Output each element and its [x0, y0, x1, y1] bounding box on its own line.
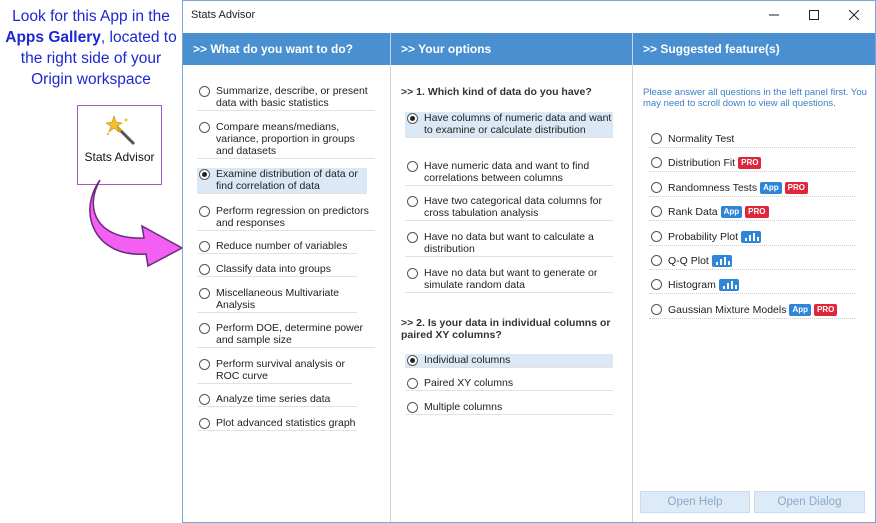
radio-button[interactable] — [407, 378, 418, 389]
q1-option-simulate[interactable] — [405, 267, 613, 293]
instruction-hint: Please answer all questions in the left panel first. You may need to scroll down to view all questions. — [643, 87, 867, 109]
pro-badge: PRO — [814, 304, 837, 316]
q1-option-categorical[interactable] — [405, 195, 613, 221]
feature-gaussian-mixture-models[interactable] — [649, 301, 855, 319]
q1-option-calculate-distribution[interactable] — [405, 231, 613, 257]
radio-button[interactable] — [651, 157, 662, 168]
q1-option-correlations[interactable] — [405, 160, 613, 186]
option-label: Have numeric data and want to find correlations between columns — [424, 160, 590, 184]
option-label: Perform DOE, determine power and sample size — [216, 322, 364, 346]
feature-probability-plot[interactable] — [649, 228, 855, 246]
option-label: Paired XY columns — [424, 377, 514, 389]
radio-button[interactable] — [651, 206, 662, 217]
open-help-button[interactable]: Open Help — [640, 491, 750, 513]
radio-button[interactable] — [651, 255, 662, 266]
panel-columns — [183, 33, 875, 522]
graph-icon — [719, 279, 739, 291]
close-icon — [849, 10, 859, 20]
option-time-series[interactable] — [197, 393, 357, 407]
option-label: Have two categorical data columns for cross tabulation analysis — [424, 195, 603, 219]
minimize-icon — [769, 10, 779, 20]
feature-distribution-fit[interactable] — [649, 154, 855, 172]
option-examine-distribution[interactable] — [197, 168, 367, 194]
option-doe[interactable] — [197, 322, 375, 348]
option-label: Perform survival analysis or ROC curve — [216, 358, 345, 382]
option-multivariate[interactable] — [197, 287, 357, 313]
option-survival[interactable] — [197, 358, 352, 384]
radio-button[interactable] — [199, 394, 210, 405]
pro-badge: PRO — [745, 206, 768, 218]
option-summarize[interactable] — [197, 85, 375, 111]
radio-button[interactable] — [199, 122, 210, 133]
app-badge: App — [721, 206, 743, 218]
radio-button[interactable] — [407, 232, 418, 243]
radio-button[interactable] — [199, 418, 210, 429]
minimize-button[interactable] — [754, 1, 794, 29]
radio-button-selected[interactable] — [199, 169, 210, 180]
radio-button[interactable] — [199, 86, 210, 97]
what-to-do-panel — [183, 33, 391, 522]
q2-option-paired-xy[interactable] — [405, 377, 613, 391]
radio-button[interactable] — [651, 231, 662, 242]
stats-advisor-window — [182, 0, 876, 523]
radio-button[interactable] — [199, 264, 210, 275]
stats-advisor-app-tile[interactable] — [77, 105, 162, 185]
feature-label: Normality Test — [668, 132, 735, 145]
question-1: >> 1. Which kind of data do you have? — [401, 86, 592, 98]
option-label: Have columns of numeric data and want to examine or calculate distribution — [424, 112, 612, 136]
option-label: Reduce number of variables — [216, 240, 348, 252]
what-to-do-header: >> What do you want to do? — [183, 33, 390, 65]
suggested-features-panel — [633, 33, 875, 522]
q2-option-individual[interactable] — [405, 354, 613, 368]
question-2: >> 2. Is your data in individual columns or paired XY columns? — [401, 317, 611, 341]
feature-label: Randomness Tests — [668, 181, 758, 194]
graph-icon — [741, 231, 761, 243]
option-label: Summarize, describe, or present data with basic statistics — [216, 85, 368, 109]
option-label: Compare means/medians, variance, proportion in groups and datasets — [216, 121, 355, 157]
suggested-features-header: >> Suggested feature(s) — [633, 33, 875, 65]
your-options-panel — [391, 33, 633, 522]
maximize-icon — [809, 10, 819, 20]
option-label: Analyze time series data — [216, 393, 331, 405]
your-options-header: >> Your options — [391, 33, 632, 65]
option-label: Miscellaneous Multivariate Analysis — [216, 287, 340, 311]
option-reduce-variables[interactable] — [197, 240, 357, 254]
magic-wand-icon — [104, 114, 138, 148]
option-label: Perform regression on predictors and responses — [216, 205, 369, 229]
radio-button[interactable] — [407, 161, 418, 172]
graph-icon — [712, 255, 732, 267]
close-button[interactable] — [834, 1, 874, 29]
radio-button[interactable] — [651, 279, 662, 290]
feature-label: Distribution Fit — [668, 156, 736, 169]
option-label: Classify data into groups — [216, 263, 331, 275]
feature-randomness-tests[interactable] — [649, 179, 855, 197]
option-classify[interactable] — [197, 263, 357, 277]
curved-arrow-icon — [86, 178, 186, 268]
app-badge: App — [789, 304, 811, 316]
option-label: Individual columns — [424, 354, 511, 366]
feature-label: Gaussian Mixture Models — [668, 303, 787, 316]
radio-button[interactable] — [199, 359, 210, 370]
feature-qq-plot[interactable] — [649, 252, 855, 270]
maximize-button[interactable] — [794, 1, 834, 29]
annotation-area — [0, 0, 182, 523]
radio-button-selected[interactable] — [407, 113, 418, 124]
open-dialog-button[interactable]: Open Dialog — [754, 491, 865, 513]
radio-button[interactable] — [651, 304, 662, 315]
feature-label: Rank Data — [668, 205, 718, 218]
radio-button-selected[interactable] — [407, 355, 418, 366]
pro-badge: PRO — [785, 182, 808, 194]
radio-button[interactable] — [407, 196, 418, 207]
option-label: Have no data but want to calculate a distribution — [424, 231, 594, 255]
tile-label: Stats Advisor — [84, 150, 155, 164]
option-label: Examine distribution of data or find correlation of data — [216, 168, 358, 192]
option-label: Have no data but want to generate or simulate random data — [424, 267, 598, 291]
radio-button[interactable] — [199, 323, 210, 334]
radio-button[interactable] — [199, 288, 210, 299]
radio-button[interactable] — [407, 402, 418, 413]
radio-button[interactable] — [199, 206, 210, 217]
annotation-line2: , located to the right side of your Origin workspace — [20, 29, 177, 88]
feature-rank-data[interactable] — [649, 203, 855, 221]
feature-label: Probability Plot — [668, 230, 739, 243]
pro-badge: PRO — [738, 157, 761, 169]
app-badge: App — [760, 182, 782, 194]
option-label: Plot advanced statistics graph — [216, 417, 356, 429]
q2-option-multiple[interactable] — [405, 401, 613, 415]
feature-normality-test[interactable] — [649, 130, 855, 148]
option-plot-advanced[interactable] — [197, 417, 357, 431]
radio-button[interactable] — [651, 182, 662, 193]
radio-button[interactable] — [199, 241, 210, 252]
radio-button[interactable] — [651, 133, 662, 144]
annotation-text — [4, 6, 178, 90]
title-bar — [183, 1, 875, 29]
annotation-apps-gallery: Apps Gallery — [5, 29, 101, 46]
option-compare[interactable] — [197, 121, 375, 159]
annotation-line1: Look for this App in the — [12, 8, 170, 25]
option-label: Multiple columns — [424, 401, 503, 413]
window-title: Stats Advisor — [191, 9, 256, 21]
feature-label: Q-Q Plot — [668, 254, 709, 267]
feature-histogram[interactable] — [649, 276, 855, 294]
feature-label: Histogram — [668, 278, 716, 291]
option-regression[interactable] — [197, 205, 375, 231]
q1-option-columns-numeric[interactable] — [405, 112, 613, 138]
radio-button[interactable] — [407, 268, 418, 279]
